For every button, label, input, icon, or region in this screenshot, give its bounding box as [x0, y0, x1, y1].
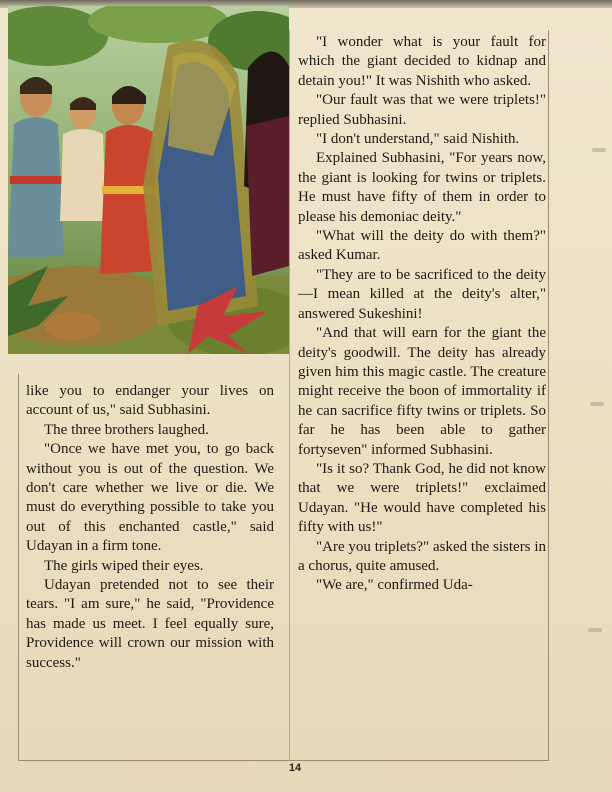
margin-smudge: [592, 148, 606, 152]
right-border-rule: [548, 30, 549, 760]
paragraph: "Our fault was that we were triplets!" replied Subhasini.: [298, 92, 546, 128]
paragraph: like you to endanger your lives on account of us," said Subhasini.: [26, 383, 274, 419]
paragraph: "Once we have met you, to go back without you is out of the question. We don't care whether we live or die. We must do everything possible to take you out of this enchanted castle," said Udayan in a firm tone.: [26, 441, 274, 555]
left-border-rule: [18, 374, 19, 760]
left-text-column: [26, 382, 274, 673]
paragraph: The girls wiped their eyes.: [44, 557, 204, 574]
margin-smudge: [588, 628, 602, 632]
page-number: 14: [288, 762, 302, 774]
story-illustration: [8, 6, 289, 354]
paragraph: Udayan pretended not to see their tears. "I am sure," he said, "Providence has made us meet. I feel equally sure, Providence will crown our mission with success.": [26, 577, 274, 671]
paragraph: "Are you triplets?" asked the sisters in a chorus, quite amused.: [298, 538, 546, 574]
paragraph: "And that will earn for the giant the deity's goodwill. The deity has already given him this magic castle. The creature might receive the boon of immortality if he can sacrifice fifty twins or triplets. So far he has been able to gather fortyseven" informed Subhasini.: [298, 325, 546, 458]
paragraph: "Is it so? Thank God, he did not know that we were triplets!" exclaimed Udayan. "He would have completed his fifty with us!": [298, 460, 546, 536]
column-divider: [289, 30, 290, 760]
margin-smudge: [590, 402, 604, 406]
paragraph: "They are to be sacrificed to the deity—I mean killed at the deity's alter," answered Sukeshini!: [298, 266, 546, 322]
paragraph: "What will the deity do with them?" asked Kumar.: [298, 228, 546, 264]
paragraph: "I wonder what is your fault for which the giant decided to kidnap and detain you!" It was Nishith who asked.: [298, 34, 546, 89]
paragraph: "I don't understand," said Nishith.: [316, 131, 520, 148]
paragraph: Explained Subhasini, "For years now, the giant is looking for twins or triplets. He must have fifty of them in order to please his demoniac deity.": [298, 150, 546, 225]
right-text-column: [298, 33, 546, 596]
paragraph: "We are," confirmed Uda-: [316, 577, 473, 594]
bottom-border-rule: [18, 760, 549, 761]
paragraph: The three brothers laughed.: [44, 421, 209, 438]
